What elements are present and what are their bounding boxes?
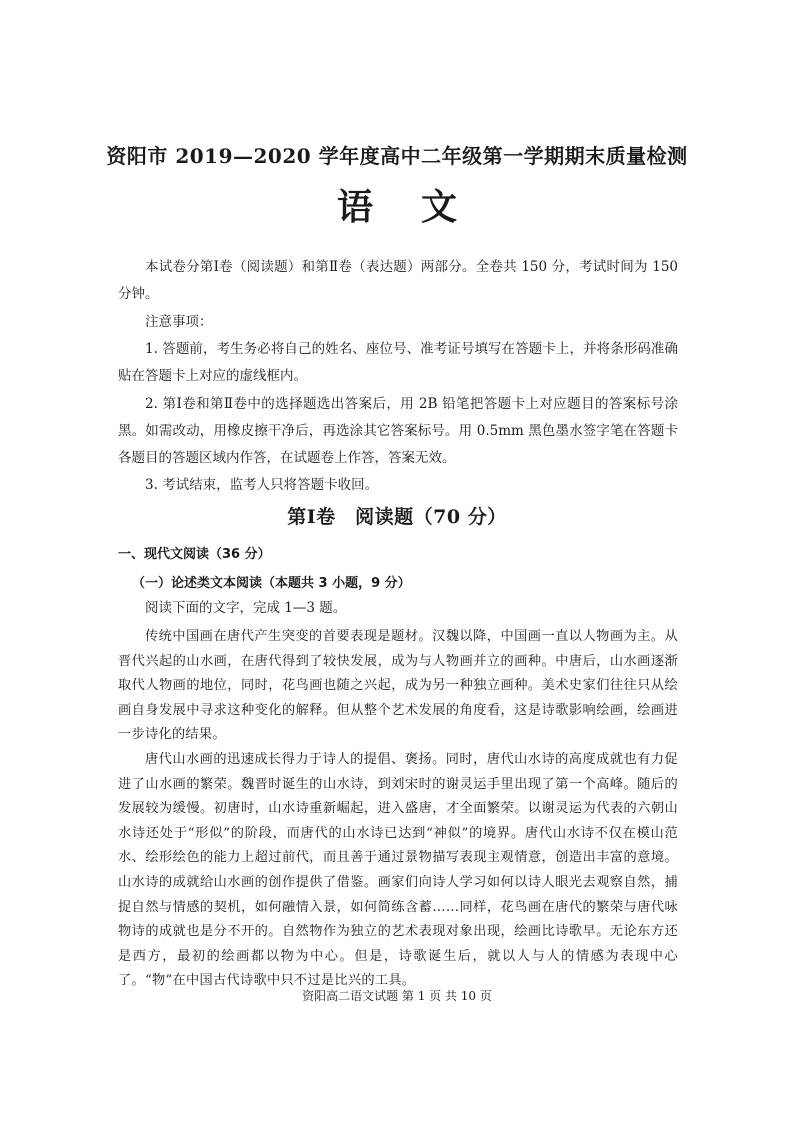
notes-heading: 注意事项： — [145, 314, 213, 330]
subsection-heading: （一）论述类文本阅读（本题共 3 小题，9 分） — [132, 576, 411, 591]
page-footer: 资阳高二语文试题 第 1 页 共 10 页 — [302, 989, 492, 1003]
note-item: 3. 考试结束，监考人只将答题卡收回。 — [145, 477, 379, 493]
section-heading: 一、现代文阅读（36 分） — [118, 547, 271, 562]
exam-title: 资阳市 2019—2020 学年度高中二年级第一学期期末质量检测 — [106, 144, 688, 168]
part-title: 第Ⅰ卷 阅读题（70 分） — [287, 506, 507, 528]
reading-instruction: 阅读下面的文字，完成 1—3 题。 — [145, 600, 347, 616]
note-item: 1. 答题前，考生务必将自己的姓名、座位号、准考证号填写在答题卡上，并将条形码准确贴在答题卡上对应的虚线框内。 — [118, 341, 678, 384]
subject-title: 语文 — [336, 186, 505, 228]
passage-paragraph: 唐代山水画的迅速成长得力于诗人的提倡、褒扬。同时，唐代山水诗的高度成就也有力促进了山水画的繁荣。魏晋时诞生的山水诗，到刘宋时的谢灵运手里出现了第一个高峰。随后的发展较为缓慢。初唐时，山水诗重新崛起，进入盛唐，才全面繁荣。以谢灵运为代表的六朝山水诗还处于“形似”的阶段，而唐代的山水诗已达到“神似”的境界。唐代山水诗不仅在模山范水、绘形绘色的能力上超过前代，而且善于通过景物描写表现主观情意，创造出丰富的意境。山水诗的成就给山水画的创作提供了借鉴。画家们向诗人学习如何以诗人眼光去观察自然，捕捉自然与情感的契机，如何融情入景，如何简练含蓄……同样，花鸟画在唐代的繁荣与唐代咏物诗的成就也是分不开的。自然物作为独立的艺术表现对象出现，绘画比诗歌早。无论东方还是西方，最初的绘画都以物为中心。但是，诗歌诞生后，就以人与人的情感为表现中心了。“物”在中国古代诗歌中只不过是比兴的工具。 — [118, 752, 678, 989]
note-item: 2. 第Ⅰ卷和第Ⅱ卷中的选择题选出答案后，用 2B 铅笔把答题卡上对应题目的答案标号涂黑。如需改动，用橡皮擦干净后，再选涂其它答案标号。用 0.5mm 黑色墨水签字笔在答题卡各题目的答题区域内作答，在试题卷上作答，答案无效。 — [118, 396, 678, 466]
passage-paragraph: 传统中国画在唐代产生突变的首要表现是题材。汉魏以降，中国画一直以人物画为主。从晋代兴起的山水画，在唐代得到了较快发展，成为与人物画并立的画种。中唐后，山水画逐渐取代人物画的地位，同时，花鸟画也随之兴起，成为另一种独立画种。美术史家们往往只从绘画自身发展中寻求这种变化的解释。但从整个艺术发展的角度看，这是诗歌影响绘画，绘画进一步诗化的结果。 — [118, 629, 678, 743]
intro-paragraph: 本试卷分第Ⅰ卷（阅读题）和第Ⅱ卷（表达题）两部分。全卷共 150 分，考试时间为 150 分钟。 — [118, 259, 678, 302]
